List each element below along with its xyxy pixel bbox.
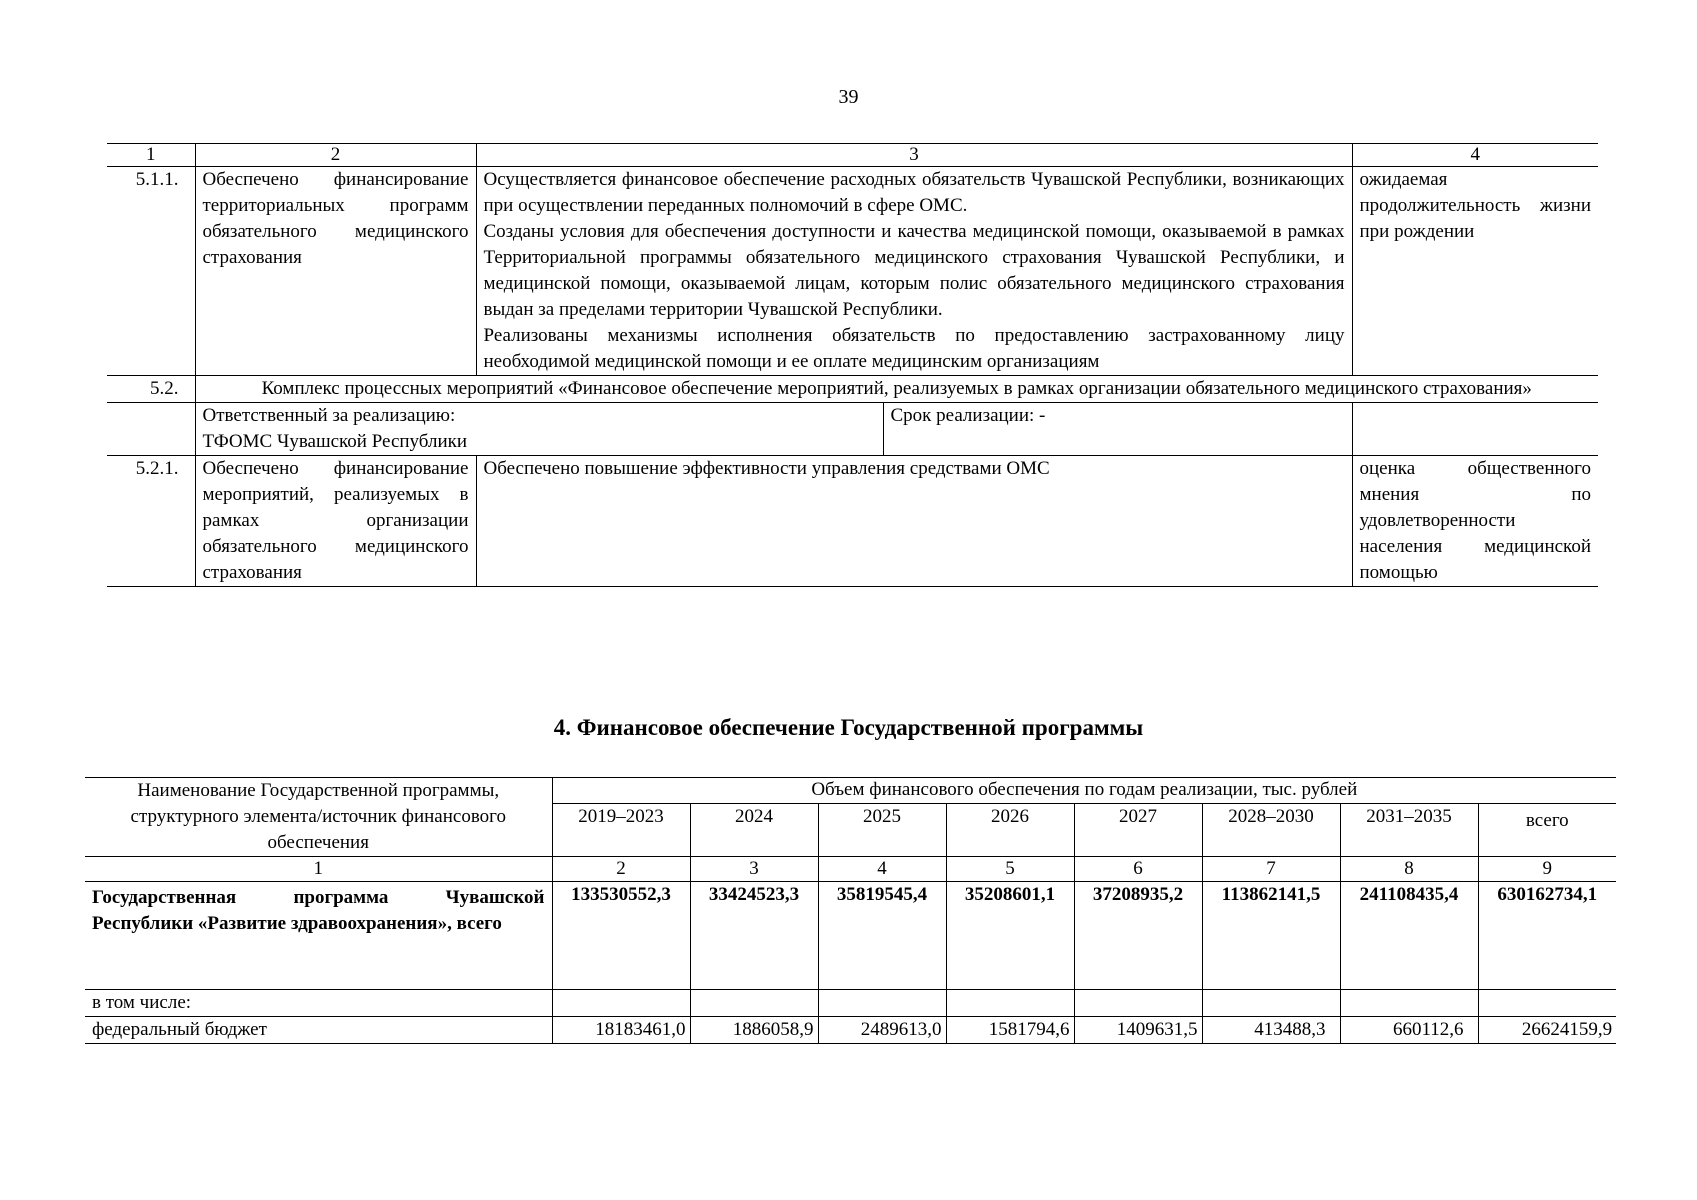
col-index: 6 bbox=[1074, 857, 1202, 882]
measures-table bbox=[107, 143, 1598, 587]
year-header: 2019–2023 bbox=[552, 804, 690, 857]
year-header: 2028–2030 bbox=[1202, 804, 1340, 857]
value-cell: 413488,3 bbox=[1202, 1017, 1340, 1044]
col-header-1: 1 bbox=[107, 144, 195, 167]
value-cell: 1886058,9 bbox=[690, 1017, 818, 1044]
indicator-cell: оценка общественного мнения по удовлетворенности населения медицинской помощью bbox=[1352, 456, 1598, 587]
table-row-5-2-1 bbox=[107, 456, 1598, 587]
col-index: 4 bbox=[818, 857, 946, 882]
value-cell: 113862141,5 bbox=[1202, 882, 1340, 990]
value-cell bbox=[1340, 990, 1478, 1017]
col-index: 5 bbox=[946, 857, 1074, 882]
col-index: 7 bbox=[1202, 857, 1340, 882]
value-cell: 660112,6 bbox=[1340, 1017, 1478, 1044]
year-header: всего bbox=[1478, 804, 1616, 857]
section-title: 4. Финансовое обеспечение Государственной программы bbox=[553, 715, 1144, 740]
page-number: 39 bbox=[838, 86, 859, 108]
col-index: 1 bbox=[85, 857, 552, 882]
table-row-including bbox=[85, 990, 1616, 1017]
value-cell bbox=[946, 990, 1074, 1017]
column-index-row bbox=[107, 144, 1598, 167]
value-cell: 630162734,1 bbox=[1478, 882, 1616, 990]
program-name: Государственная программа Чувашской Республики «Развитие здравоохранения», всего bbox=[85, 882, 552, 990]
value-cell bbox=[1478, 990, 1616, 1017]
value-cell bbox=[1074, 990, 1202, 1017]
volume-header: Объем финансового обеспечения по годам реализации, тыс. рублей bbox=[552, 778, 1616, 804]
empty-cell bbox=[1352, 403, 1598, 456]
responsible-value: ТФОМС Чувашской Республики bbox=[202, 431, 468, 452]
column-index-row bbox=[85, 857, 1616, 882]
name-header: Наименование Государственной программы, структурного элемента/источник финансового обеспечения bbox=[85, 778, 552, 857]
value-cell: 1409631,5 bbox=[1074, 1017, 1202, 1044]
year-header: 2025 bbox=[818, 804, 946, 857]
table-row-program-total bbox=[85, 882, 1616, 990]
value-cell: 33424523,3 bbox=[690, 882, 818, 990]
value-cell: 241108435,4 bbox=[1340, 882, 1478, 990]
value-cell bbox=[690, 990, 818, 1017]
value-cell bbox=[818, 990, 946, 1017]
value-cell: 2489613,0 bbox=[818, 1017, 946, 1044]
value-cell: 35208601,1 bbox=[946, 882, 1074, 990]
value-cell: 133530552,3 bbox=[552, 882, 690, 990]
year-header: 2027 bbox=[1074, 804, 1202, 857]
task-cell: Обеспечено финансирование мероприятий, реализуемых в рамках организации обязательного медицинского страхования bbox=[195, 456, 476, 587]
indicator-cell: ожидаемая продолжительность жизни при рождении bbox=[1352, 167, 1598, 376]
value-cell bbox=[1202, 990, 1340, 1017]
empty-cell bbox=[107, 403, 195, 456]
volume-header-row bbox=[85, 778, 1616, 804]
effects-cell bbox=[476, 167, 1352, 376]
value-cell: 37208935,2 bbox=[1074, 882, 1202, 990]
value-cell bbox=[552, 990, 690, 1017]
value-cell: 1581794,6 bbox=[946, 1017, 1074, 1044]
responsible-container bbox=[195, 403, 1352, 456]
including-label: в том числе: bbox=[85, 990, 552, 1017]
row-number: 5.2.1. bbox=[107, 456, 195, 587]
row-number: 5.2. bbox=[107, 376, 195, 403]
responsible-row bbox=[107, 403, 1598, 456]
col-header-4: 4 bbox=[1352, 144, 1598, 167]
col-index: 2 bbox=[552, 857, 690, 882]
financing-table bbox=[85, 777, 1616, 1044]
value-cell: 26624159,9 bbox=[1478, 1017, 1616, 1044]
year-header: 2026 bbox=[946, 804, 1074, 857]
value-cell: 35819545,4 bbox=[818, 882, 946, 990]
effect-paragraph: Осуществляется финансовое обеспечение расходных обязательств Чувашской Республики, возникающих при осуществлении переданных полномочий в сфере ОМС. bbox=[483, 169, 1345, 216]
responsible-cell bbox=[196, 403, 884, 455]
year-header: 2031–2035 bbox=[1340, 804, 1478, 857]
col-header-3: 3 bbox=[476, 144, 1352, 167]
col-index: 9 bbox=[1478, 857, 1616, 882]
table-row-5-1-1 bbox=[107, 167, 1598, 376]
row-number: 5.1.1. bbox=[107, 167, 195, 376]
table-row-federal-budget bbox=[85, 1017, 1616, 1044]
year-header: 2024 bbox=[690, 804, 818, 857]
col-index: 8 bbox=[1340, 857, 1478, 882]
effects-cell: Обеспечено повышение эффективности управления средствами ОМС bbox=[476, 456, 1352, 587]
value-cell: 18183461,0 bbox=[552, 1017, 690, 1044]
table-row-5-2 bbox=[107, 376, 1598, 403]
effect-paragraph: Реализованы механизмы исполнения обязательств по предоставлению застрахованному лицу необходимой медицинской помощи и ее оплате медицинским организациям bbox=[483, 325, 1345, 372]
effect-paragraph: Созданы условия для обеспечения доступности и качества медицинской помощи, оказываемой в рамках Территориальной программы обязательного медицинского страхования Чувашской Республики, и медицинской помощи, оказываемой лицам, которым полис обязательного медицинского страхования выдан за пределами территории Чувашской Республики. bbox=[483, 221, 1345, 320]
task-cell: Обеспечено финансирование территориальных программ обязательного медицинского страхования bbox=[195, 167, 476, 376]
complex-title: Комплекс процессных мероприятий «Финансовое обеспечение мероприятий, реализуемых в рамках организации обязательного медицинского страхования» bbox=[195, 376, 1598, 403]
term-cell: Срок реализации: - bbox=[890, 405, 1046, 426]
source-name: федеральный бюджет bbox=[85, 1017, 552, 1044]
col-index: 3 bbox=[690, 857, 818, 882]
col-header-2: 2 bbox=[195, 144, 476, 167]
responsible-label: Ответственный за реализацию: bbox=[202, 405, 456, 426]
